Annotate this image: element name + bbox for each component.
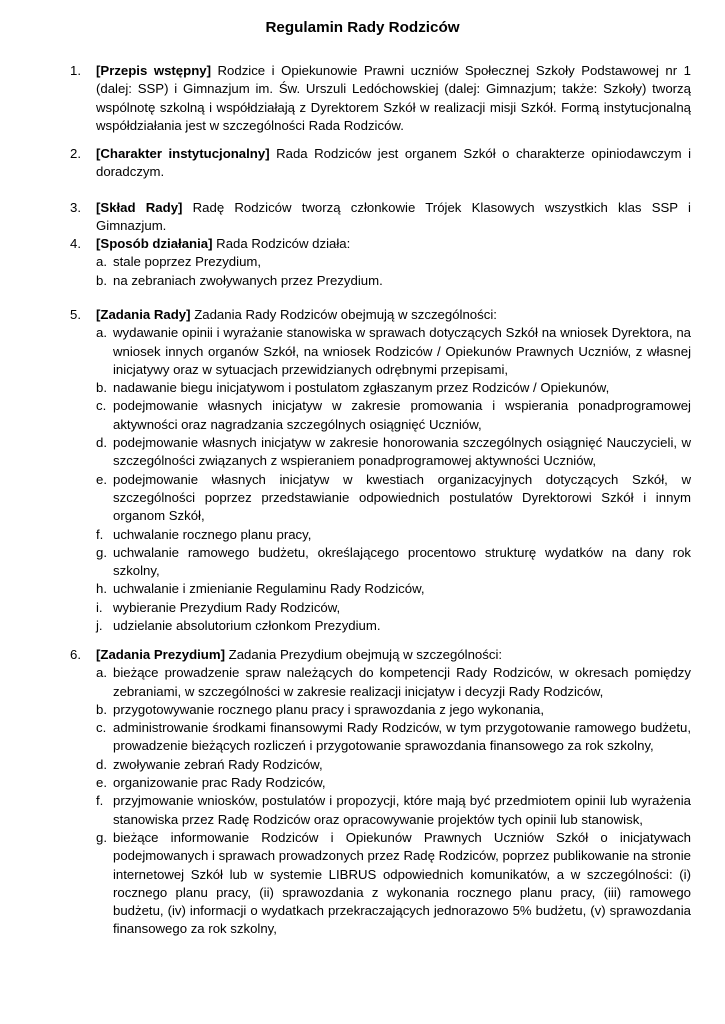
section-heading: [Skład Rady] xyxy=(96,200,183,215)
section-heading: [Zadania Rady] xyxy=(96,307,191,322)
item-letter: h. xyxy=(96,581,107,597)
section-number: 1. xyxy=(70,63,81,78)
list-item xyxy=(96,379,691,397)
item-letter: b. xyxy=(96,380,107,396)
section-body: Zadania Prezydium obejmują w szczególności: xyxy=(224,647,503,662)
section-text xyxy=(96,62,691,135)
item-letter: e. xyxy=(96,471,107,487)
item-letter: g. xyxy=(96,829,107,845)
section-body: Rodzice i Opiekunowie Prawni uczniów Społecznej Szkoły Podstawowej nr 1 (dalej: SSP) i Gimnazjum im. Św. Urszuli Ledóchowskiej (dalej: Gimnazjum; także: Szkoły) tworzą wspólnotę szkolną i współdziałają z Dyrektorem Szkół w realizacji misji Szkół. Formą instytucjonalną współdziałania jest w szczególności Rada Rodziców. xyxy=(96,63,692,133)
section-text xyxy=(96,646,691,664)
item-letter: e. xyxy=(96,775,107,791)
item-text: wydawanie opinii i wyrażanie stanowiska w sprawach dotyczących Szkół na wniosek Dyrektora, na wniosek innych organów Szkół, na wniosek Rodziców / Opiekunów Prawnych Uczniów, z własnej inicjatywy oraz w sytuacjach przewidzianych odrębnymi przepisami, xyxy=(113,325,691,377)
item-text: przygotowywanie rocznego planu pracy i sprawozdania z jego wykonania, xyxy=(113,701,545,717)
item-text: podejmowanie własnych inicjatyw w zakresie honorowania szczególnych osiągnięć Nauczycieli, w szczególności związanych z wspieraniem ponadprogramowej aktywności Uczniów, xyxy=(113,435,691,469)
list-item xyxy=(96,471,691,526)
section-number: 4. xyxy=(70,236,81,251)
item-text: bieżące informowanie Rodziców i Opiekunów Prawnych Uczniów Szkół o inicjatywach podejmowanych i sprawach prowadzonych przez Radę Rodziców, poprzez publikowanie na stronie internetowej Szkół lub w systemie LIBRUS odpowiednich komunikatów, a w szczególności: (i) rocznego planu pracy, (ii) sprawozdania z wykonania rocznego planu pracy, (iii) ramowego budżetu, (iv) informacji o wydatkach przekraczających jednorazowo 5% budżetu, (v) sprawozdania finansowego za rok szkolny, xyxy=(113,829,691,937)
item-text: uchwalanie rocznego planu pracy, xyxy=(113,526,312,542)
item-letter: d. xyxy=(96,435,107,451)
section-3 xyxy=(70,199,691,236)
section-body: Rada Rodziców działa: xyxy=(212,236,351,251)
section-5 xyxy=(70,306,691,635)
section-number: 5. xyxy=(70,307,81,322)
item-text: przyjmowanie wniosków, postulatów i propozycji, które mają być przedmiotem opinii lub wyrażenia stanowiska przez Radę Rodziców oraz opracowywanie projektów tych opinii lub stanowisk, xyxy=(113,793,691,827)
section-text xyxy=(96,199,691,236)
list-item xyxy=(96,544,691,581)
item-letter: a. xyxy=(96,254,107,270)
list-item xyxy=(96,599,691,617)
list-item xyxy=(96,526,691,544)
item-text: nadawanie biegu inicjatywom i postulatom zgłaszanym przez Rodziców / Opiekunów, xyxy=(113,380,610,396)
list-item xyxy=(96,434,691,471)
item-letter: a. xyxy=(96,665,107,681)
section-number: 6. xyxy=(70,647,81,662)
section-body: Zadania Rady Rodziców obejmują w szczególności: xyxy=(190,307,497,322)
item-text: uchwalanie ramowego budżetu, określającego procentowo strukturę wydatków na dany rok szkolny, xyxy=(113,544,691,579)
item-text: administrowanie środkami finansowymi Rady Rodziców, w tym przygotowanie ramowego budżetu, prowadzenie bieżących rozliczeń i przygotowanie sprawozdania finansowego za rok szkolny, xyxy=(113,720,691,754)
list-item xyxy=(96,617,691,635)
list-item xyxy=(96,792,691,829)
item-text: podejmowanie własnych inicjatyw w kwestiach organizacyjnych dotyczących Szkół, w szczególności poprzez przedstawianie odpowiednich postulatów Dyrektorowi Szkół i innym organom Szkół, xyxy=(113,471,691,524)
list-item xyxy=(96,719,691,756)
item-letter: c. xyxy=(96,720,107,736)
section-body: Rada Rodziców jest organem Szkół o charakterze opiniodawczym i doradczym. xyxy=(96,146,691,180)
section-text xyxy=(96,145,691,182)
section-1 xyxy=(70,62,691,135)
item-letter: f. xyxy=(96,793,104,809)
item-text: podejmowanie własnych inicjatyw w zakresie promowania i wspierania ponadprogramowej aktywności oraz nagradzania szczególnych osiągnięć Uczniów, xyxy=(113,398,691,432)
section-heading: [Sposób działania] xyxy=(96,236,213,251)
section-heading: [Charakter instytucjonalny] xyxy=(96,146,270,161)
item-letter: i. xyxy=(96,599,103,615)
item-letter: a. xyxy=(96,325,107,341)
item-letter: g. xyxy=(96,544,107,560)
list-item xyxy=(96,701,691,719)
section-text xyxy=(96,235,691,253)
list-item xyxy=(96,774,691,792)
item-letter: j. xyxy=(96,618,103,634)
list-item xyxy=(96,397,691,434)
list-item xyxy=(96,664,691,701)
item-text: organizowanie prac Rady Rodziców, xyxy=(113,775,326,791)
section-6 xyxy=(70,646,691,939)
list-item xyxy=(96,253,691,271)
item-text: zwoływanie zebrań Rady Rodziców, xyxy=(113,756,323,772)
list-item xyxy=(96,324,691,379)
section-2 xyxy=(70,145,691,182)
item-text: wybieranie Prezydium Rady Rodziców, xyxy=(113,599,341,615)
section-heading: [Przepis wstępny] xyxy=(96,63,211,78)
document-title: Regulamin Rady Rodziców xyxy=(265,19,460,36)
item-text: bieżące prowadzenie spraw należących do kompetencji Rady Rodziców, w okresach pomiędzy zebraniami, w szczególności w zakresie realizacji inicjatyw i decyzji Rady Rodziców, xyxy=(113,665,691,699)
item-letter: b. xyxy=(96,701,107,717)
section-text xyxy=(96,306,691,324)
item-text: udzielanie absolutorium członkom Prezydium. xyxy=(113,618,381,634)
item-letter: b. xyxy=(96,272,107,288)
list-item xyxy=(96,580,691,598)
item-letter: d. xyxy=(96,756,107,772)
list-item xyxy=(96,272,691,290)
item-text: stale poprzez Prezydium, xyxy=(113,254,262,270)
section-number: 3. xyxy=(70,200,81,215)
section-4 xyxy=(70,235,691,290)
list-item xyxy=(96,829,691,939)
section-number: 2. xyxy=(70,146,81,161)
section-heading: [Zadania Prezydium] xyxy=(96,647,225,662)
list-item xyxy=(96,756,691,774)
item-letter: c. xyxy=(96,398,107,414)
item-text: uchwalanie i zmienianie Regulaminu Rady Rodziców, xyxy=(113,581,425,597)
section-body: Radę Rodziców tworzą członkowie Trójek Klasowych wszystkich klas SSP i Gimnazjum. xyxy=(96,200,691,234)
item-text: na zebraniach zwoływanych przez Prezydium. xyxy=(113,272,383,288)
item-letter: f. xyxy=(96,526,104,542)
